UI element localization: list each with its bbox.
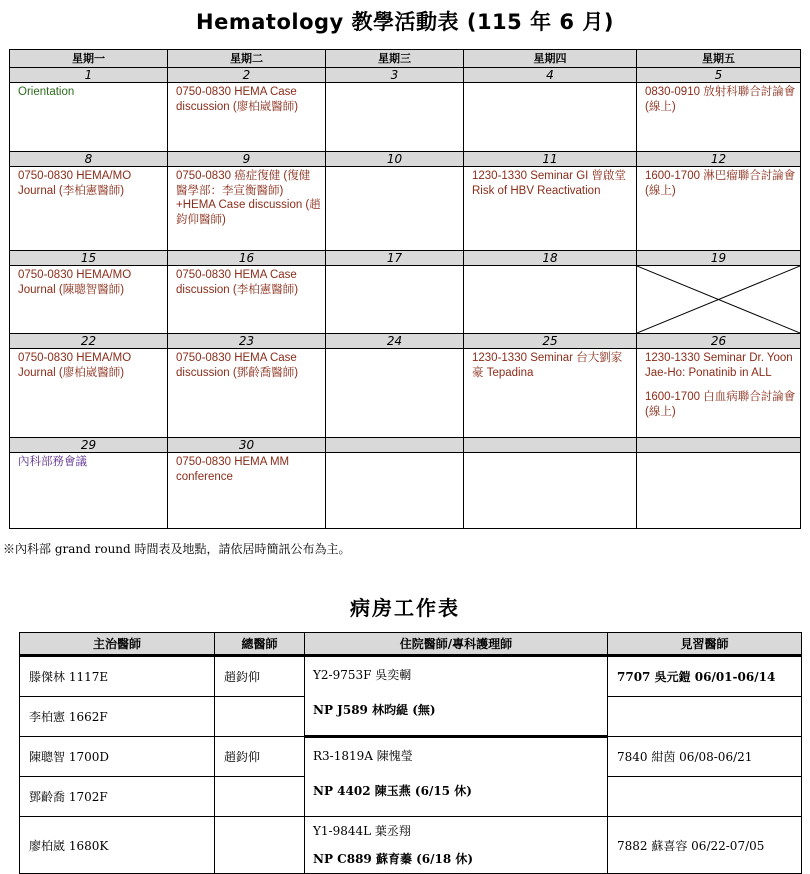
weekday-header: 星期四: [464, 50, 637, 68]
crossed-out-cell: [637, 266, 801, 334]
day-number: 23: [168, 334, 326, 349]
column-header: 住院醫師/專科護理師: [305, 633, 608, 656]
event-cell: Orientation: [10, 83, 168, 152]
cross-out-icon: [637, 266, 800, 333]
attending-cell: 滕傑林 1117E: [20, 656, 215, 697]
day-number: 1: [10, 68, 168, 83]
table-row: [20, 737, 802, 777]
clerk-cell: 7707 吳元鎧 06/01-06/14: [608, 656, 802, 697]
event-text: 1600-1700 白血病聯合討論會 (線上): [645, 391, 796, 418]
attending-cell: 李柏憲 1662F: [20, 697, 215, 737]
event-row: [10, 349, 801, 438]
weekday-header: 星期一: [10, 50, 168, 68]
weekday-header: 星期三: [326, 50, 464, 68]
column-header: 見習醫師: [608, 633, 802, 656]
day-number-row: [10, 438, 801, 453]
day-number: [326, 438, 464, 453]
attending-cell: 鄧齡喬 1702F: [20, 777, 215, 817]
chief-cell: [215, 817, 305, 874]
day-number: 24: [326, 334, 464, 349]
weekday-header-row: [10, 50, 801, 68]
resident-cell: [305, 737, 608, 817]
column-header: 總醫師: [215, 633, 305, 656]
day-number: 17: [326, 251, 464, 266]
event-row: [10, 266, 801, 334]
event-cell: [637, 453, 801, 529]
table-row: [20, 656, 802, 697]
event-cell: [637, 349, 801, 438]
day-number: 4: [464, 68, 637, 83]
ward-table: [19, 632, 802, 874]
day-number: 3: [326, 68, 464, 83]
event-cell: 0750-0830 HEMA/MO Journal (李柏憲醫師): [10, 167, 168, 251]
event-text: 1230-1330 Seminar Dr. Yoon Jae-Ho: Ponatinib in ALL: [645, 352, 793, 379]
event-row: [10, 83, 801, 152]
event-row: [10, 453, 801, 529]
day-number: 30: [168, 438, 326, 453]
event-cell: 1600-1700 淋巴瘤聯合討論會 (線上): [637, 167, 801, 251]
event-cell: [464, 266, 637, 334]
event-cell: 內科部務會議: [10, 453, 168, 529]
day-number: 2: [168, 68, 326, 83]
attending-cell: 陳聰智 1700D: [20, 737, 215, 777]
event-cell: 0750-0830 HEMA Case discussion (鄧齡喬醫師): [168, 349, 326, 438]
resident-name: R3-1819A 陳愧瑩: [313, 749, 413, 763]
event-cell: 0830-0910 放射科聯合討論會 (線上): [637, 83, 801, 152]
weekday-header: 星期二: [168, 50, 326, 68]
resident-cell: [305, 656, 608, 737]
resident-name: Y2-9753F 吳奕輞: [313, 668, 412, 682]
spacer: [645, 380, 796, 390]
event-cell: 0750-0830 HEMA MM conference: [168, 453, 326, 529]
ward-header-row: [20, 633, 802, 656]
clerk-cell: 7882 蘇喜容 06/22-07/05: [608, 817, 802, 874]
ward-title: 病房工作表: [350, 596, 460, 620]
page-title: Hematology 教學活動表 (115 年 6 月): [196, 10, 614, 34]
day-number: 22: [10, 334, 168, 349]
column-header: 主治醫師: [20, 633, 215, 656]
chief-cell: 趙鈞仰: [215, 656, 305, 697]
event-cell: 0750-0830 HEMA Case discussion (廖柏崴醫師): [168, 83, 326, 152]
np-name: NP 4402 陳玉燕 (6/15 休): [313, 784, 472, 798]
day-number: 9: [168, 152, 326, 167]
day-number-row: [10, 334, 801, 349]
event-cell: 0750-0830 HEMA/MO Journal (陳聰智醫師): [10, 266, 168, 334]
day-number: 29: [10, 438, 168, 453]
resident-cell: [305, 817, 608, 874]
np-name: NP J589 林昀緹 (無): [313, 703, 436, 717]
event-cell: [464, 453, 637, 529]
day-number: 12: [637, 152, 801, 167]
event-row: [10, 167, 801, 251]
chief-cell: 趙鈞仰: [215, 737, 305, 777]
table-row: [20, 817, 802, 874]
event-cell: 1230-1330 Seminar 台大劉家豪 Tepadina: [464, 349, 637, 438]
event-cell: 0750-0830 HEMA Case discussion (李柏憲醫師): [168, 266, 326, 334]
day-number: 26: [637, 334, 801, 349]
calendar-table: [9, 49, 801, 529]
day-number: [464, 438, 637, 453]
clerk-cell: [608, 697, 802, 737]
attending-cell: 廖柏崴 1680K: [20, 817, 215, 874]
day-number: 11: [464, 152, 637, 167]
day-number-row: [10, 68, 801, 83]
day-number-row: [10, 152, 801, 167]
day-number-row: [10, 251, 801, 266]
day-number: 15: [10, 251, 168, 266]
event-cell: [326, 349, 464, 438]
event-cell: 1230-1330 Seminar GI 曾啟堂 Risk of HBV Reactivation: [464, 167, 637, 251]
chief-cell: [215, 777, 305, 817]
footnote: ※內科部 grand round 時間表及地點，請依居時簡訊公布為主。: [3, 542, 351, 556]
clerk-cell: 7840 紺茵 06/08-06/21: [608, 737, 802, 777]
day-number: 16: [168, 251, 326, 266]
event-cell: 0750-0830 HEMA/MO Journal (廖柏崴醫師): [10, 349, 168, 438]
np-name: NP C889 蘇育蓁 (6/18 休): [313, 852, 474, 866]
chief-cell: [215, 697, 305, 737]
day-number: 10: [326, 152, 464, 167]
day-number: 8: [10, 152, 168, 167]
day-number: 25: [464, 334, 637, 349]
event-cell: [464, 83, 637, 152]
event-cell: [326, 167, 464, 251]
event-cell: [326, 453, 464, 529]
clerk-cell: [608, 777, 802, 817]
resident-name: Y1-9844L 葉丞翔: [313, 824, 411, 838]
day-number: 18: [464, 251, 637, 266]
day-number: 19: [637, 251, 801, 266]
day-number: [637, 438, 801, 453]
day-number: 5: [637, 68, 801, 83]
event-cell: [326, 266, 464, 334]
event-cell: [326, 83, 464, 152]
event-cell: 0750-0830 癌症復健 (復健醫學部：李宣衡醫師) +HEMA Case discussion (趙鈞仰醫師): [168, 167, 326, 251]
weekday-header: 星期五: [637, 50, 801, 68]
